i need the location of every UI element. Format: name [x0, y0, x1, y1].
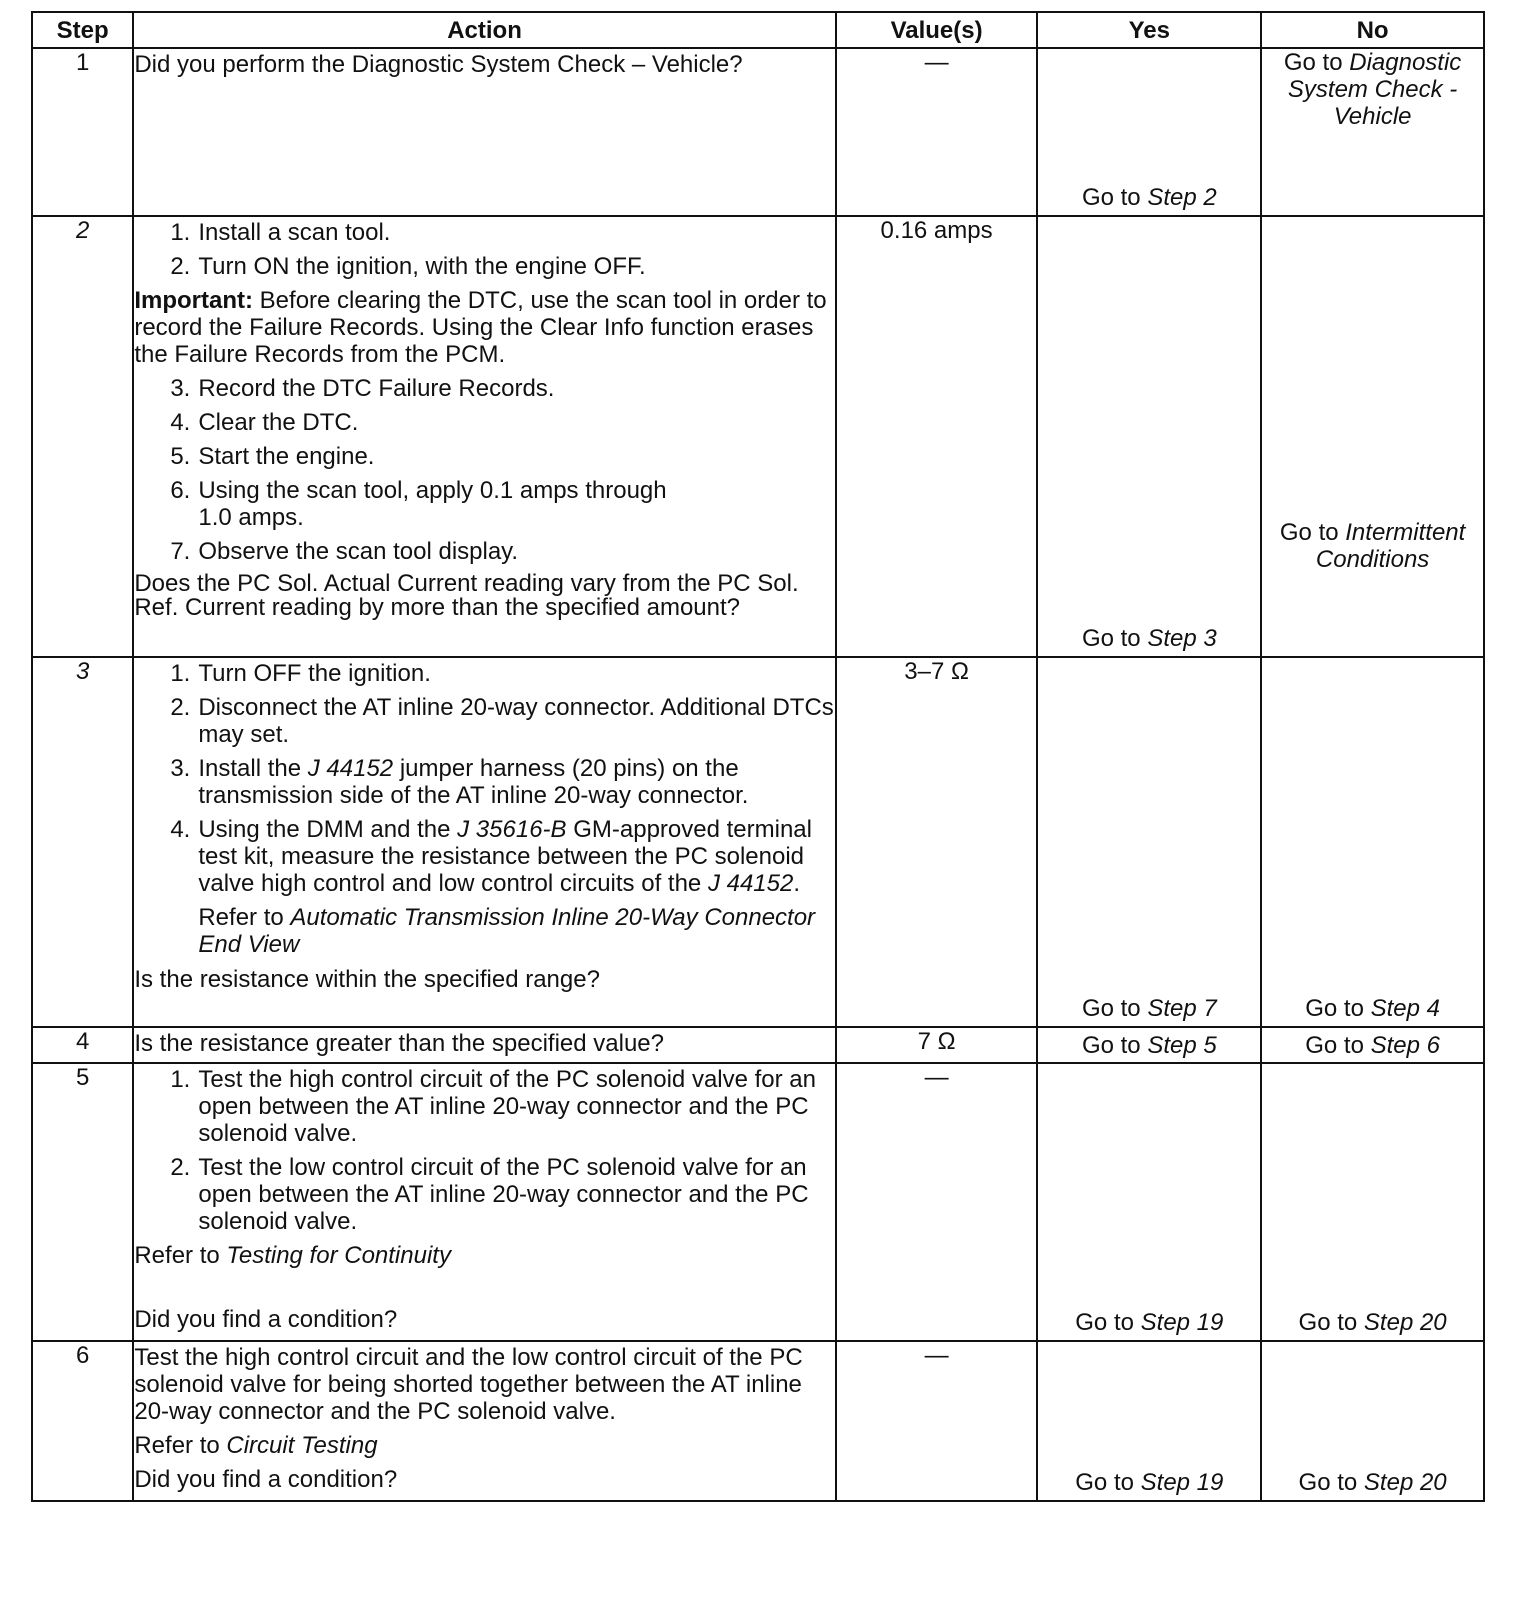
- action-cell: [133, 1063, 835, 1341]
- refer-note: Refer to Automatic Transmission Inline 20-Way Connector End View: [198, 904, 816, 958]
- value-cell: —: [836, 1063, 1038, 1341]
- table-row-step-2: [32, 216, 1484, 657]
- yes-cell[interactable]: [1037, 657, 1261, 1027]
- yes-prefix: Go to: [1081, 184, 1148, 211]
- yes-cell[interactable]: [1037, 1063, 1261, 1341]
- instruction-text: Test the high control circuit and the low control circuit of the PC solenoid valve for being shorted together between the AT inline 20-way connector and the PC solenoid valve.: [134, 1344, 803, 1425]
- list-item: 3. Install the J 44152 jumper harness (20 pins) on the transmission side of the AT inline 20-way connector.: [170, 755, 749, 809]
- question-text: Is the resistance within the specified range?: [134, 966, 600, 993]
- header-step: Step: [32, 12, 133, 48]
- list-item: 2. Test the low control circuit of the PC solenoid valve for an open between the AT inline 20-way connector and the PC solenoid valve.: [170, 1154, 809, 1235]
- refer-link[interactable]: Testing for Continuity: [226, 1242, 451, 1269]
- no-link[interactable]: Diagnostic System Check - Vehicle: [1287, 49, 1462, 130]
- no-prefix: Go to: [1279, 519, 1346, 546]
- action-cell: [133, 1027, 835, 1063]
- no-cell[interactable]: [1261, 48, 1484, 216]
- tool-ref: J 44152: [707, 870, 794, 897]
- yes-link[interactable]: Step 3: [1147, 625, 1217, 652]
- yes-cell[interactable]: [1037, 216, 1261, 657]
- list-item: 4. Using the DMM and the J 35616-B GM-approved terminal test kit, measure the resistance between the PC solenoid valve high control and low control circuits of the J 44152.: [170, 816, 812, 897]
- no-link[interactable]: Step 4: [1370, 995, 1440, 1022]
- no-cell[interactable]: [1261, 1063, 1484, 1341]
- yes-cell[interactable]: [1037, 1341, 1261, 1501]
- step-number: 2: [32, 216, 133, 657]
- header-values: Value(s): [836, 12, 1038, 48]
- tool-ref: J 35616-B: [457, 816, 567, 843]
- list-item: 3. Record the DTC Failure Records.: [170, 375, 555, 402]
- list-item: 2. Turn ON the ignition, with the engine OFF.: [170, 253, 646, 280]
- list-item: 7. Observe the scan tool display.: [170, 538, 519, 565]
- no-prefix: Go to: [1298, 1309, 1364, 1336]
- no-link[interactable]: Step 20: [1363, 1469, 1447, 1496]
- yes-link[interactable]: Step 7: [1147, 995, 1217, 1022]
- table-row-step-6: [32, 1341, 1484, 1501]
- header-yes: Yes: [1037, 12, 1261, 48]
- important-note: Important: Before clearing the DTC, use the scan tool in order to record the Failure Records. Using the Clear Info function erases the Failure Records from the PCM.: [134, 287, 827, 368]
- no-link[interactable]: Intermittent Conditions: [1315, 519, 1466, 573]
- no-link[interactable]: Step 20: [1363, 1309, 1447, 1336]
- no-cell[interactable]: [1261, 1027, 1484, 1063]
- diagnostic-table: [31, 11, 1485, 1502]
- tool-ref: J 44152: [307, 755, 394, 782]
- table-row-step-5: [32, 1063, 1484, 1341]
- list-item: 4. Clear the DTC.: [170, 409, 359, 436]
- list-item: 2. Disconnect the AT inline 20-way connector. Additional DTCs may set.: [170, 694, 834, 748]
- step-number: 4: [32, 1027, 133, 1063]
- value-cell: —: [836, 1341, 1038, 1501]
- no-cell[interactable]: [1261, 1341, 1484, 1501]
- refer-link[interactable]: Circuit Testing: [226, 1432, 378, 1459]
- list-item: 1. Turn OFF the ignition.: [170, 660, 431, 687]
- list-item: 1. Test the high control circuit of the PC solenoid valve for an open between the AT inline 20-way connector and the PC solenoid valve.: [170, 1066, 817, 1147]
- no-cell[interactable]: [1261, 216, 1484, 657]
- table-row-step-1: [32, 48, 1484, 216]
- no-prefix: Go to: [1283, 49, 1350, 76]
- question-text: Does the PC Sol. Actual Current reading vary from the PC Sol. Ref. Current reading by more than the specified amount?: [134, 570, 799, 621]
- yes-prefix: Go to: [1075, 1309, 1141, 1336]
- question-text: Did you perform the Diagnostic System Check – Vehicle?: [134, 51, 743, 78]
- question-text: Did you find a condition?: [134, 1306, 398, 1333]
- list-item: 5. Start the engine.: [170, 443, 375, 470]
- list-item: 6. Using the scan tool, apply 0.1 amps through 1.0 amps.: [170, 477, 667, 531]
- yes-cell[interactable]: [1037, 1027, 1261, 1063]
- yes-prefix: Go to: [1081, 995, 1148, 1022]
- refer-link[interactable]: Automatic Transmission Inline 20-Way Connector End View: [198, 904, 816, 958]
- yes-prefix: Go to: [1075, 1469, 1141, 1496]
- no-link[interactable]: Step 6: [1370, 1031, 1440, 1059]
- yes-link[interactable]: Step 5: [1147, 1031, 1217, 1059]
- action-cell: [133, 1341, 835, 1501]
- value-cell: 7 Ω: [836, 1027, 1038, 1063]
- yes-link[interactable]: Step 19: [1140, 1309, 1224, 1336]
- question-text: Did you find a condition?: [134, 1466, 398, 1493]
- header-row: [32, 12, 1484, 48]
- refer-note: Refer to Circuit Testing: [134, 1432, 378, 1459]
- question-text: Is the resistance greater than the specified value?: [134, 1030, 664, 1057]
- no-prefix: Go to: [1305, 1031, 1371, 1059]
- yes-link[interactable]: Step 19: [1140, 1469, 1224, 1496]
- yes-prefix: Go to: [1081, 1031, 1148, 1059]
- step-number: 1: [32, 48, 133, 216]
- action-cell: [133, 48, 835, 216]
- value-cell: 0.16 amps: [836, 216, 1038, 657]
- list-item: 1. Install a scan tool.: [170, 219, 391, 246]
- action-cell: [133, 657, 835, 1027]
- step-number: 3: [32, 657, 133, 1027]
- action-cell: [133, 216, 835, 657]
- step-number: 5: [32, 1063, 133, 1341]
- yes-prefix: Go to: [1081, 625, 1148, 652]
- no-cell[interactable]: [1261, 657, 1484, 1027]
- yes-cell[interactable]: [1037, 48, 1261, 216]
- step-number: 6: [32, 1341, 133, 1501]
- refer-note: Refer to Testing for Continuity: [134, 1242, 451, 1269]
- yes-link[interactable]: Step 2: [1147, 184, 1217, 211]
- table-row-step-4: [32, 1027, 1484, 1063]
- header-action: Action: [133, 12, 835, 48]
- header-no: No: [1261, 12, 1484, 48]
- value-cell: 3–7 Ω: [836, 657, 1038, 1027]
- no-prefix: Go to: [1298, 1469, 1364, 1496]
- value-cell: —: [836, 48, 1038, 216]
- table-row-step-3: [32, 657, 1484, 1027]
- no-prefix: Go to: [1305, 995, 1371, 1022]
